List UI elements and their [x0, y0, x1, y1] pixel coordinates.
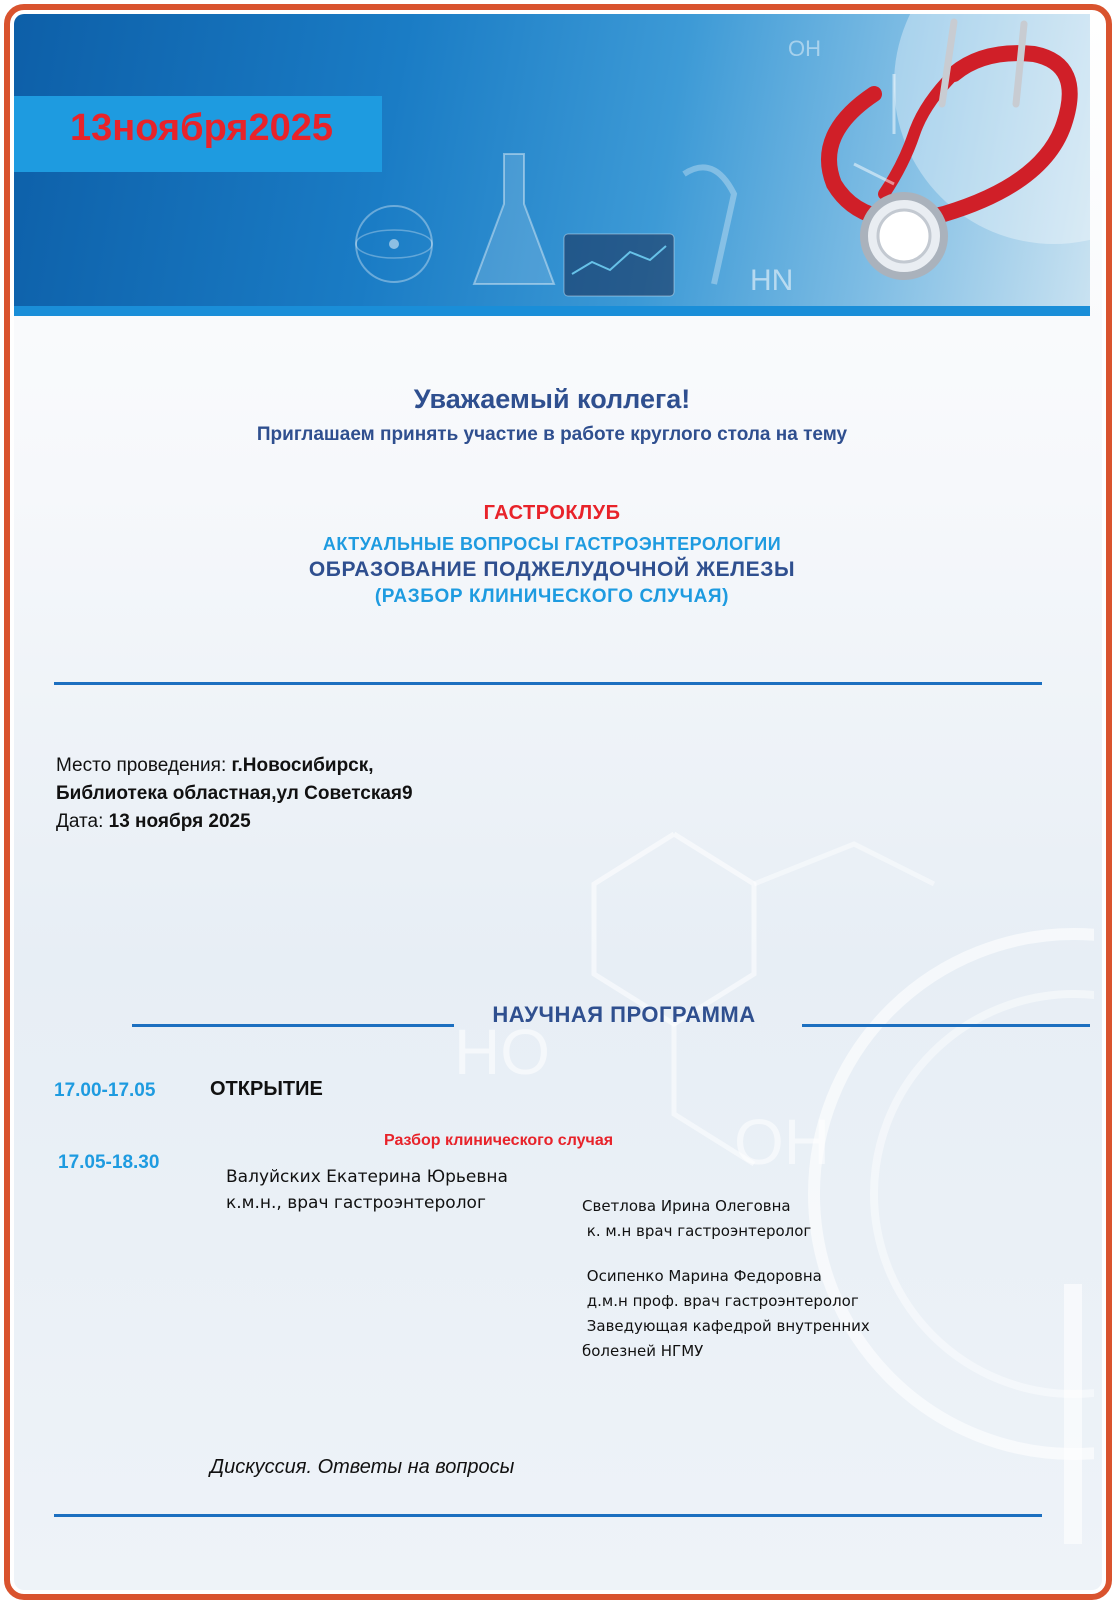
lab-equipment-illustration: [354, 134, 754, 309]
invitation-page: [14, 14, 1102, 1590]
item-opening: ОТКРЫТИЕ: [210, 1078, 323, 1100]
venue-date-line: [56, 808, 413, 836]
venue-date: 13 ноября 2025: [108, 811, 251, 832]
speaker-valuiskikh: [226, 1164, 508, 1216]
time-slot-opening: 17.00-17.05: [54, 1080, 156, 1101]
venue-city: г.Новосибирск,: [231, 755, 374, 776]
venue-address-line: [56, 780, 413, 808]
venue-block: [56, 752, 413, 836]
background-molecule-decoration: [434, 794, 1094, 1554]
program-rule-right: [802, 1024, 1090, 1027]
club-name: ГАСТРОКЛУБ: [483, 502, 621, 524]
divider-top: [54, 682, 1042, 685]
speaker-name: Осипенко Марина Федоровна: [582, 1267, 822, 1285]
svg-text:HO: HO: [454, 1016, 550, 1088]
speaker-osipenko: [582, 1264, 870, 1364]
time-slot-case-review: 17.05-18.30: [58, 1152, 160, 1173]
svg-text:OH: OH: [734, 1106, 830, 1178]
header-banner: [14, 14, 1090, 314]
program-title: НАУЧНАЯ ПРОГРАММА: [492, 1002, 756, 1027]
invitation-frame: [4, 4, 1112, 1600]
topic-line-1: АКТУАЛЬНЫЕ ВОПРОСЫ ГАСТРОЭНТЕРОЛОГИИ: [322, 534, 782, 554]
discussion: Дискуссия. Ответы на вопросы: [210, 1456, 515, 1478]
invitation-text: Приглашаем принять участие в работе круглого стола на тему: [256, 424, 848, 445]
topic-line-3: (РАЗБОР КЛИНИЧЕСКОГО СЛУЧАЯ): [374, 586, 730, 607]
speaker-title: к.м.н., врач гастроэнтеролог: [226, 1193, 486, 1213]
item-case-review: Разбор клинического случая: [384, 1132, 614, 1149]
banner-date: 13ноября2025: [70, 107, 333, 149]
topic-line-2: ОБРАЗОВАНИЕ ПОДЖЕЛУДОЧНОЙ ЖЕЛЕЗЫ: [308, 558, 796, 581]
program-rule-left: [132, 1024, 454, 1027]
speaker-title: д.м.н проф. врач гастроэнтеролог: [582, 1292, 859, 1310]
venue-place-line: [56, 752, 413, 780]
speaker-svetlova: [582, 1194, 811, 1244]
greeting: Уважаемый коллега!: [413, 384, 691, 414]
speaker-title: к. м.н врач гастроэнтеролог: [582, 1222, 812, 1240]
banner-stripe: [14, 306, 1090, 316]
speaker-position-cont: болезней НГМУ: [582, 1342, 704, 1360]
divider-bottom: [54, 1514, 1042, 1517]
venue-place-label: Место проведения:: [56, 755, 232, 776]
speaker-name: Светлова Ирина Олеговна: [582, 1197, 791, 1215]
venue-date-label: Дата:: [56, 811, 109, 832]
chem-label-oh: OH: [788, 36, 821, 61]
speaker-position: Заведующая кафедрой внутренних: [582, 1317, 870, 1335]
speaker-name: Валуйских Екатерина Юрьевна: [226, 1167, 508, 1187]
venue-address: Библиотека областная,ул Советская9: [56, 783, 413, 804]
chem-label-hn: HN: [750, 264, 794, 297]
